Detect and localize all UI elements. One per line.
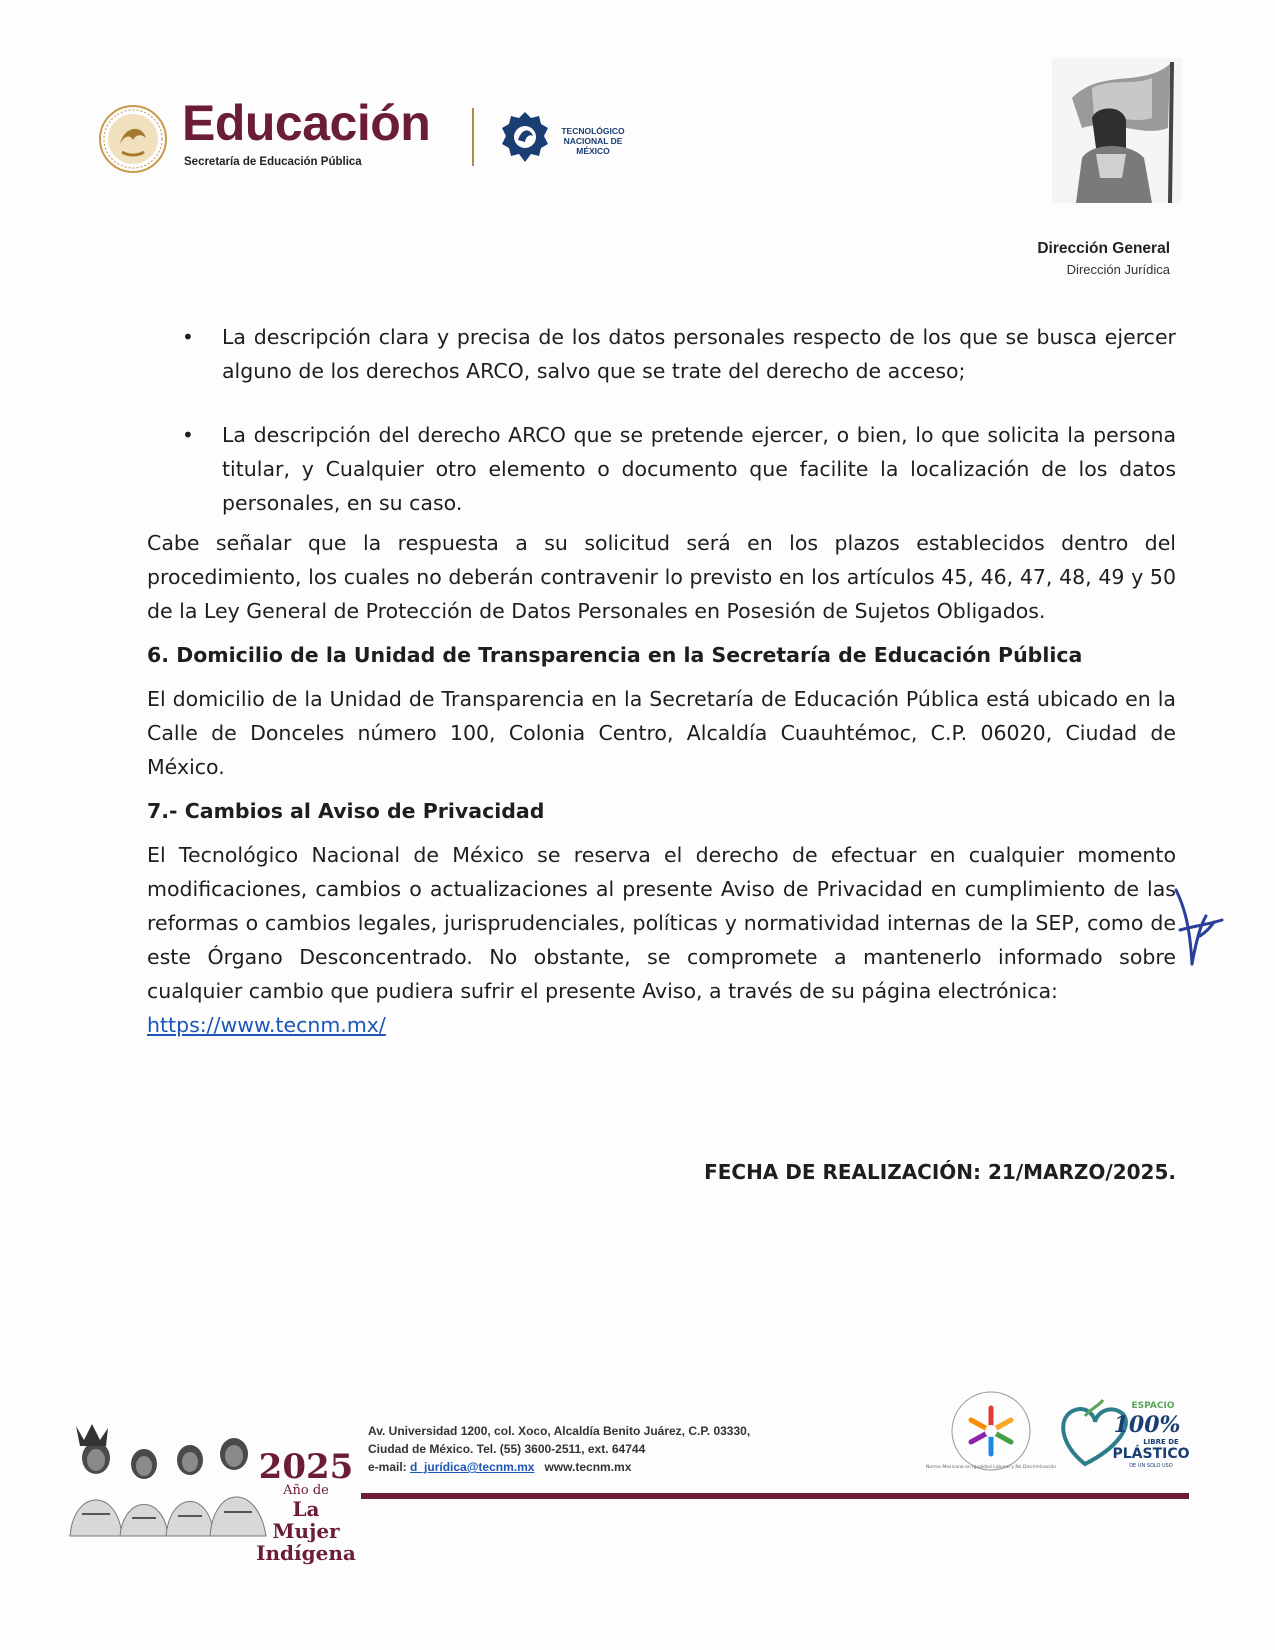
tecnm-website-link[interactable]: https://www.tecnm.mx/ <box>147 1013 386 1037</box>
plastic-free-badge-icon <box>1055 1394 1190 1476</box>
tecnm-name-line2: NACIONAL DE MÉXICO <box>563 136 623 156</box>
website-link[interactable]: www.tecnm.mx <box>544 1460 632 1474</box>
brand-title: Educación <box>182 95 431 151</box>
cambios-text: El Tecnológico Nacional de México se reserva el derecho de efectuar en cualquier momento modificaciones, cambios o actualizaciones al presente Aviso de Privacidad en cumplimiento de las reformas o cambios legales, jurisprudenciales, políticas y normatividad internas de la SEP, como de este Órgano Desconcentrado. No obstante, se compromete a mantenerlo informado sobre cualquier cambio que pudiera sufrir el presente Aviso, a través de su página electrónica: <box>147 843 1176 1003</box>
dependency-label: Dirección General <box>1037 240 1170 257</box>
plastic-badge-line3: LIBRE DE <box>1143 1438 1179 1446</box>
list-item <box>147 320 1176 388</box>
plastic-badge-line2: 100% <box>1113 1412 1181 1438</box>
list-item-text: La descripción clara y precisa de los datos personales respecto de los que se busca ejercer alguno de los derechos ARCO, salvo que se trate del derecho de acceso; <box>222 325 1176 383</box>
plastic-badge-line4: PLÁSTICO <box>1112 1446 1190 1462</box>
document-body <box>147 320 1176 1042</box>
brand-divider <box>472 108 474 166</box>
list-item <box>147 418 1176 520</box>
area-label: Dirección Jurídica <box>1066 262 1170 277</box>
tecnm-name-line1: TECNOLÓGICO <box>561 126 625 136</box>
signature-initials <box>1170 886 1226 968</box>
address-line1: Av. Universidad 1200, col. Xoco, Alcaldía Benito Juárez, C.P. 03330, <box>368 1424 751 1438</box>
year-slogan <box>256 1447 356 1565</box>
arco-requirements-list <box>147 320 1176 520</box>
mexican-seal-icon <box>98 104 168 174</box>
plastic-badge-line1: ESPACIO <box>1131 1401 1175 1411</box>
year-slogan-line2: La Mujer <box>272 1497 340 1543</box>
bullet-icon: • <box>182 325 194 349</box>
cambios-paragraph <box>147 838 1176 1042</box>
tecnm-gear-icon <box>500 110 550 166</box>
domicilio-paragraph: El domicilio de la Unidad de Transparencia en la Secretaría de Educación Pública está ubicado en la Calle de Donceles número 100, Colonia Centro, Alcaldía Cuauhtémoc, C.P. 06020, Ciudad de México. <box>147 687 1176 779</box>
address-line2: Ciudad de México. Tel. (55) 3600-2511, ext. 64744 <box>368 1442 646 1456</box>
list-item-text: La descripción del derecho ARCO que se pretende ejercer, o bien, lo que solicita la persona titular, y Cualquier otro elemento o documento que facilite la localización de los datos personales, en su caso. <box>222 423 1176 515</box>
year-slogan-line3: Indígena <box>256 1541 356 1565</box>
year-number: 2025 <box>258 1447 354 1487</box>
section-7-heading: 7.- Cambios al Aviso de Privacidad <box>147 799 545 823</box>
equality-seal-icon <box>925 1390 1057 1472</box>
heroine-flag-illustration <box>1052 58 1182 203</box>
footer-divider-bar <box>361 1493 1189 1499</box>
equality-seal-text: Norma Mexicana en Igualdad Laboral y No Discriminación <box>925 1465 1057 1470</box>
bullet-icon: • <box>182 423 194 447</box>
response-paragraph: Cabe señalar que la respuesta a su solicitud será en los plazos establecidos dentro del procedimiento, los cuales no deberán contravenir lo previsto en los artículos 45, 46, 47, 48, 49 y 50 de la Ley General de Protección de Datos Personales en Posesión de Sujetos Obligados. <box>147 531 1176 623</box>
plastic-badge-line5: DE UN SOLO USO <box>1129 1463 1173 1469</box>
footer-address <box>368 1422 750 1476</box>
indigenous-women-illustration <box>66 1418 276 1536</box>
creation-date: FECHA DE REALIZACIÓN: 21/MARZO/2025. <box>704 1160 1176 1184</box>
brand-subtitle: Secretaría de Educación Pública <box>184 156 362 168</box>
section-6-heading: 6. Domicilio de la Unidad de Transparencia en la Secretaría de Educación Pública <box>147 643 1083 667</box>
email-link[interactable]: d_jurídica@tecnm.mx <box>410 1460 535 1474</box>
tecnm-name <box>552 126 634 156</box>
contact-line <box>368 1458 750 1476</box>
email-label: e-mail: <box>368 1460 407 1474</box>
year-slogan-line1: Año de <box>283 1483 329 1498</box>
